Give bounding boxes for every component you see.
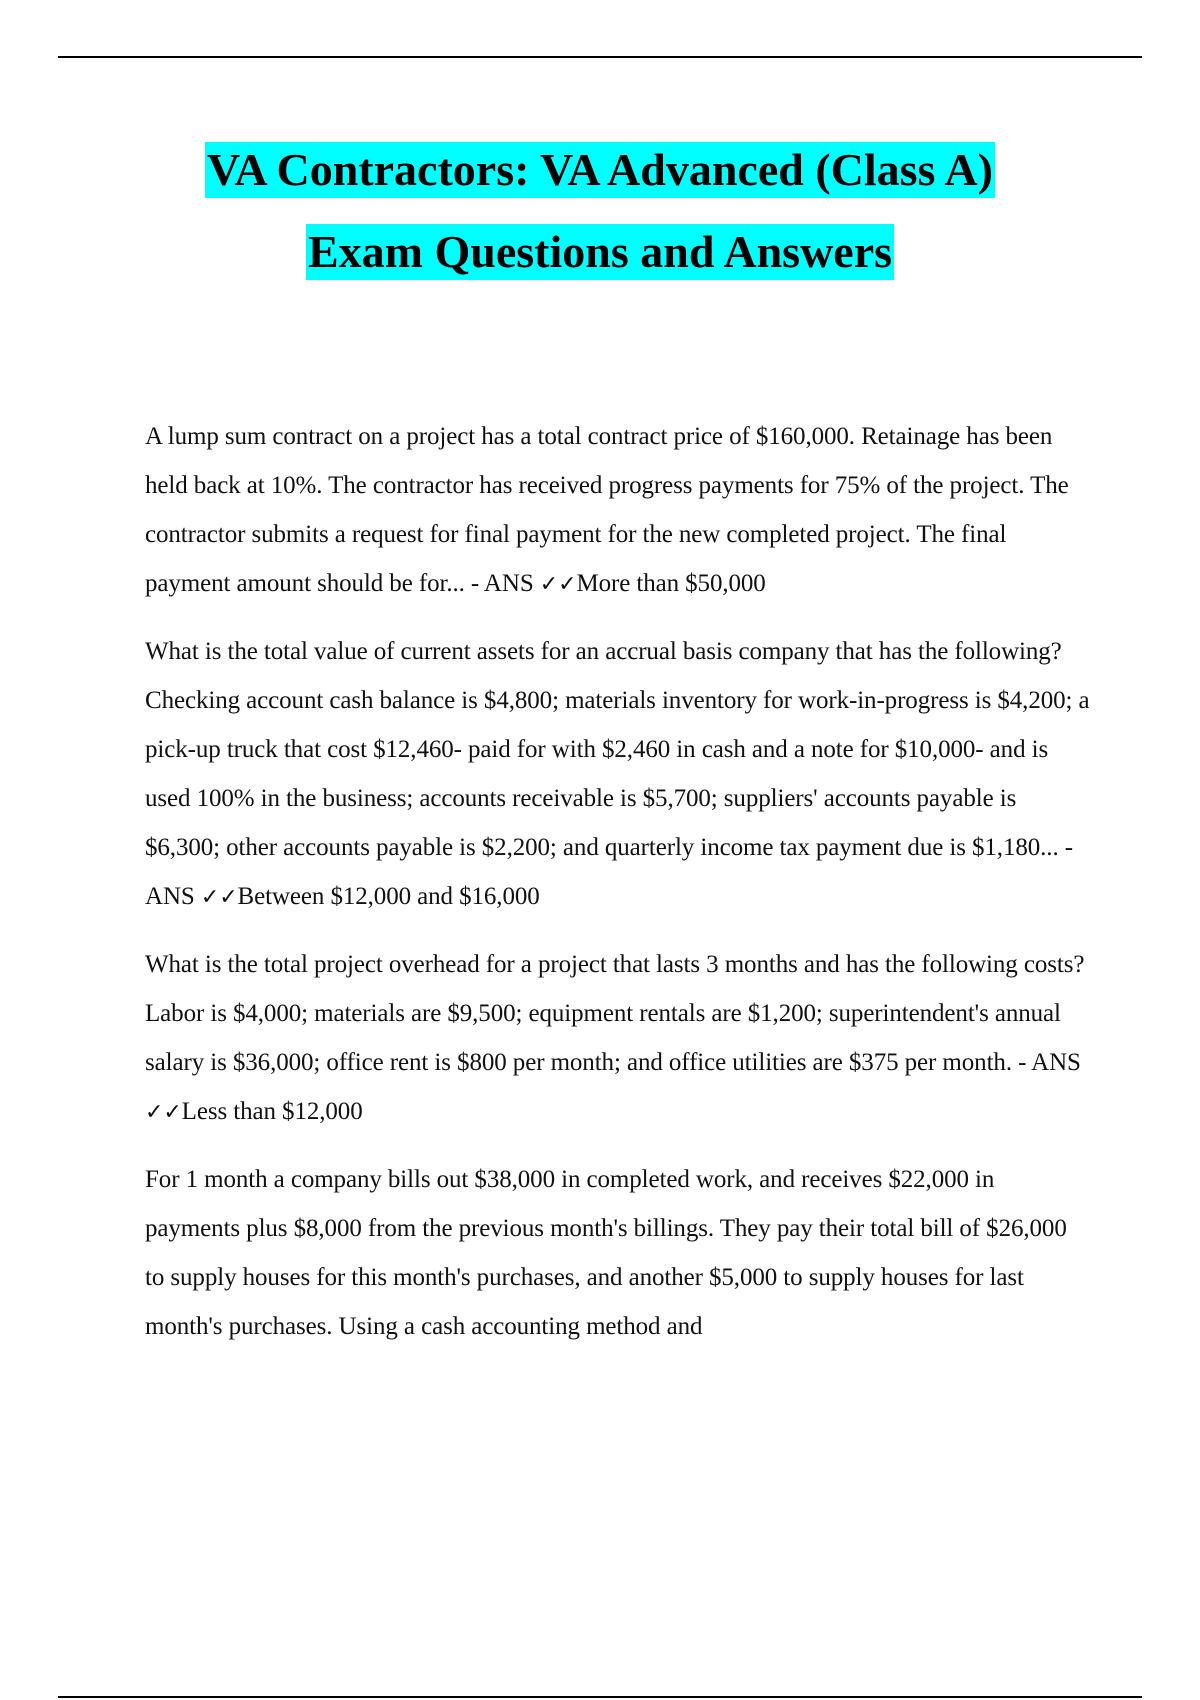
qa-item-2 bbox=[145, 627, 1090, 922]
qa-item-4 bbox=[145, 1155, 1090, 1351]
answer-text: Less than $12,000 bbox=[181, 1098, 363, 1125]
double-check-icon: ✓✓ bbox=[200, 885, 238, 910]
qa-item-1 bbox=[145, 412, 1090, 609]
qa-list bbox=[145, 412, 1090, 1369]
top-divider bbox=[58, 56, 1142, 58]
double-check-icon: ✓✓ bbox=[145, 1100, 182, 1125]
question-text: A lump sum contract on a project has a total contract price of $160,000. Retainage has been held back at 10%. The contractor has received progress payments for 75% of the project. The contractor submits a request for final payment for the new completed project. The final payment amount should be for... - ANS bbox=[145, 423, 1069, 597]
title-line-2: Exam Questions and Answers bbox=[306, 224, 894, 280]
answer-text: Between $12,000 and $16,000 bbox=[237, 883, 540, 910]
question-text: What is the total project overhead for a project that lasts 3 months and has the following costs? Labor is $4,000; materials are $9,500; equipment rentals are $1,200; superintendent's annual salary is $36,000; office rent is $800 per month; and office utilities are $375 per month. - ANS bbox=[145, 951, 1085, 1076]
document-title bbox=[0, 142, 1200, 280]
bottom-divider bbox=[58, 1696, 1142, 1698]
title-line-1: VA Contractors: VA Advanced (Class A) bbox=[205, 142, 995, 198]
answer-text: More than $50,000 bbox=[576, 570, 766, 597]
question-text: What is the total value of current assets for an accrual basis company that has the following? Checking account cash balance is $4,800; materials inventory for work-in-progress is $4,200; a pick-up truck that cost $12,460- paid for with $2,460 in cash and a note for $10,000- and is used 100% in the business; accounts receivable is $5,700; suppliers' accounts payable is $6,300; other accounts payable is $2,200; and quarterly income tax payment due is $1,180... - ANS bbox=[145, 638, 1090, 910]
qa-item-3 bbox=[145, 940, 1090, 1137]
double-check-icon: ✓✓ bbox=[539, 572, 577, 597]
question-text: For 1 month a company bills out $38,000 in completed work, and receives $22,000 in payments plus $8,000 from the previous month's billings. They pay their total bill of $26,000 to supply houses for this month's purchases, and another $5,000 to supply houses for last month's purchases. Using a cash accounting method and bbox=[145, 1166, 1067, 1340]
